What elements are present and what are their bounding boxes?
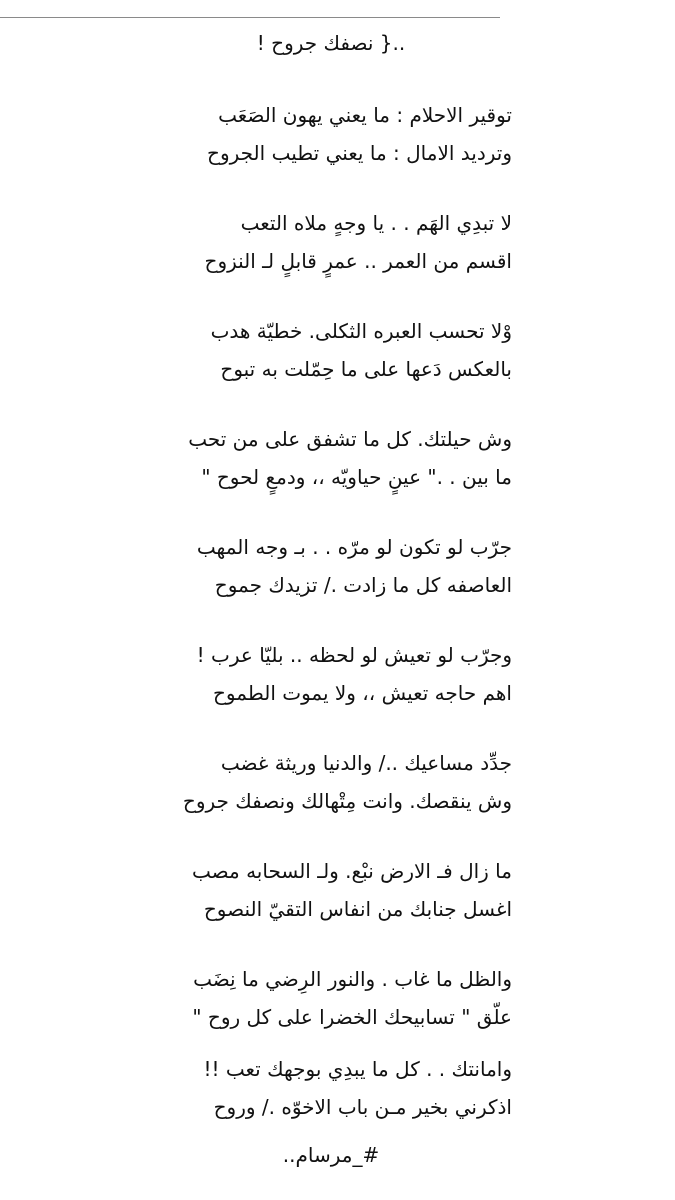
verse-line: وترديد الامال : ما يعني تطيب الجروح bbox=[207, 141, 512, 165]
verse-line: لا تبدِي الهَم . . يا وجهٍ ملاه التعب bbox=[240, 211, 512, 235]
verse-line: جدِّد مساعيك ../ والدنيا وريثة غضب bbox=[220, 751, 512, 775]
verse-line: العاصفه كل ما زادت ./ تزيدك جموح bbox=[214, 573, 512, 597]
verse-line: جرّب لو تكون لو مرّه . . بـ وجه المهب bbox=[196, 535, 512, 559]
verse-line: اهم حاجه تعيش ،، ولا يموت الطموح bbox=[213, 681, 512, 705]
author-signature: #_مرسام.. bbox=[282, 1143, 380, 1167]
poem-body bbox=[150, 96, 512, 1126]
verse-line: وْلا تحسب العبره الثكلى. خطيّة هدب bbox=[210, 319, 512, 343]
verse-line: بالعكس دَعها على ما حِمّلت به تبوح bbox=[220, 357, 512, 381]
stanza bbox=[150, 1050, 512, 1126]
verse-line: وش ينقصك. وانت مِتْهالك ونصفك جروح bbox=[182, 789, 512, 813]
stanza bbox=[150, 636, 512, 712]
verse-line: ما بين . ." عينٍ حياويّه ،، ودمعٍ لحوح " bbox=[201, 465, 512, 489]
verse-line: وامانتك . . كل ما يبدِي بوجهك تعب !! bbox=[203, 1057, 512, 1081]
stanza bbox=[150, 528, 512, 604]
stanza bbox=[150, 312, 512, 388]
verse-line: ما زال فـ الارض نبْع. ولـ السحابه مصب bbox=[192, 859, 512, 883]
stanza bbox=[150, 204, 512, 280]
verse-line: وجرّب لو تعيش لو لحظه .. بليّا عرب ! bbox=[196, 643, 512, 667]
verse-line: والظل ما غاب . والنور الرِضي ما نِضَب bbox=[193, 967, 512, 991]
stanza bbox=[150, 96, 512, 172]
stanza bbox=[150, 420, 512, 496]
top-divider bbox=[0, 17, 500, 18]
stanza bbox=[150, 744, 512, 820]
verse-line: توقير الاحلام : ما يعني يهون الصَعَب bbox=[218, 103, 512, 127]
verse-line: وش حيلتك. كل ما تشفق على من تحب bbox=[188, 427, 512, 451]
verse-line: اقسم من العمر .. عمرٍ قابلٍ لـ النزوح bbox=[204, 249, 512, 273]
stanza bbox=[150, 852, 512, 928]
verse-line: علّق " تسابيحك الخضرا على كل روح " bbox=[192, 1005, 512, 1029]
stanza bbox=[150, 960, 512, 1036]
poem-title: ..{ نصفك جروح ! bbox=[256, 31, 406, 55]
verse-line: اغسل جنابك من انفاس التقيّ النصوح bbox=[203, 897, 512, 921]
verse-line: اذكرني بخير مـن باب الاخوّه ./ وروح bbox=[213, 1095, 512, 1119]
